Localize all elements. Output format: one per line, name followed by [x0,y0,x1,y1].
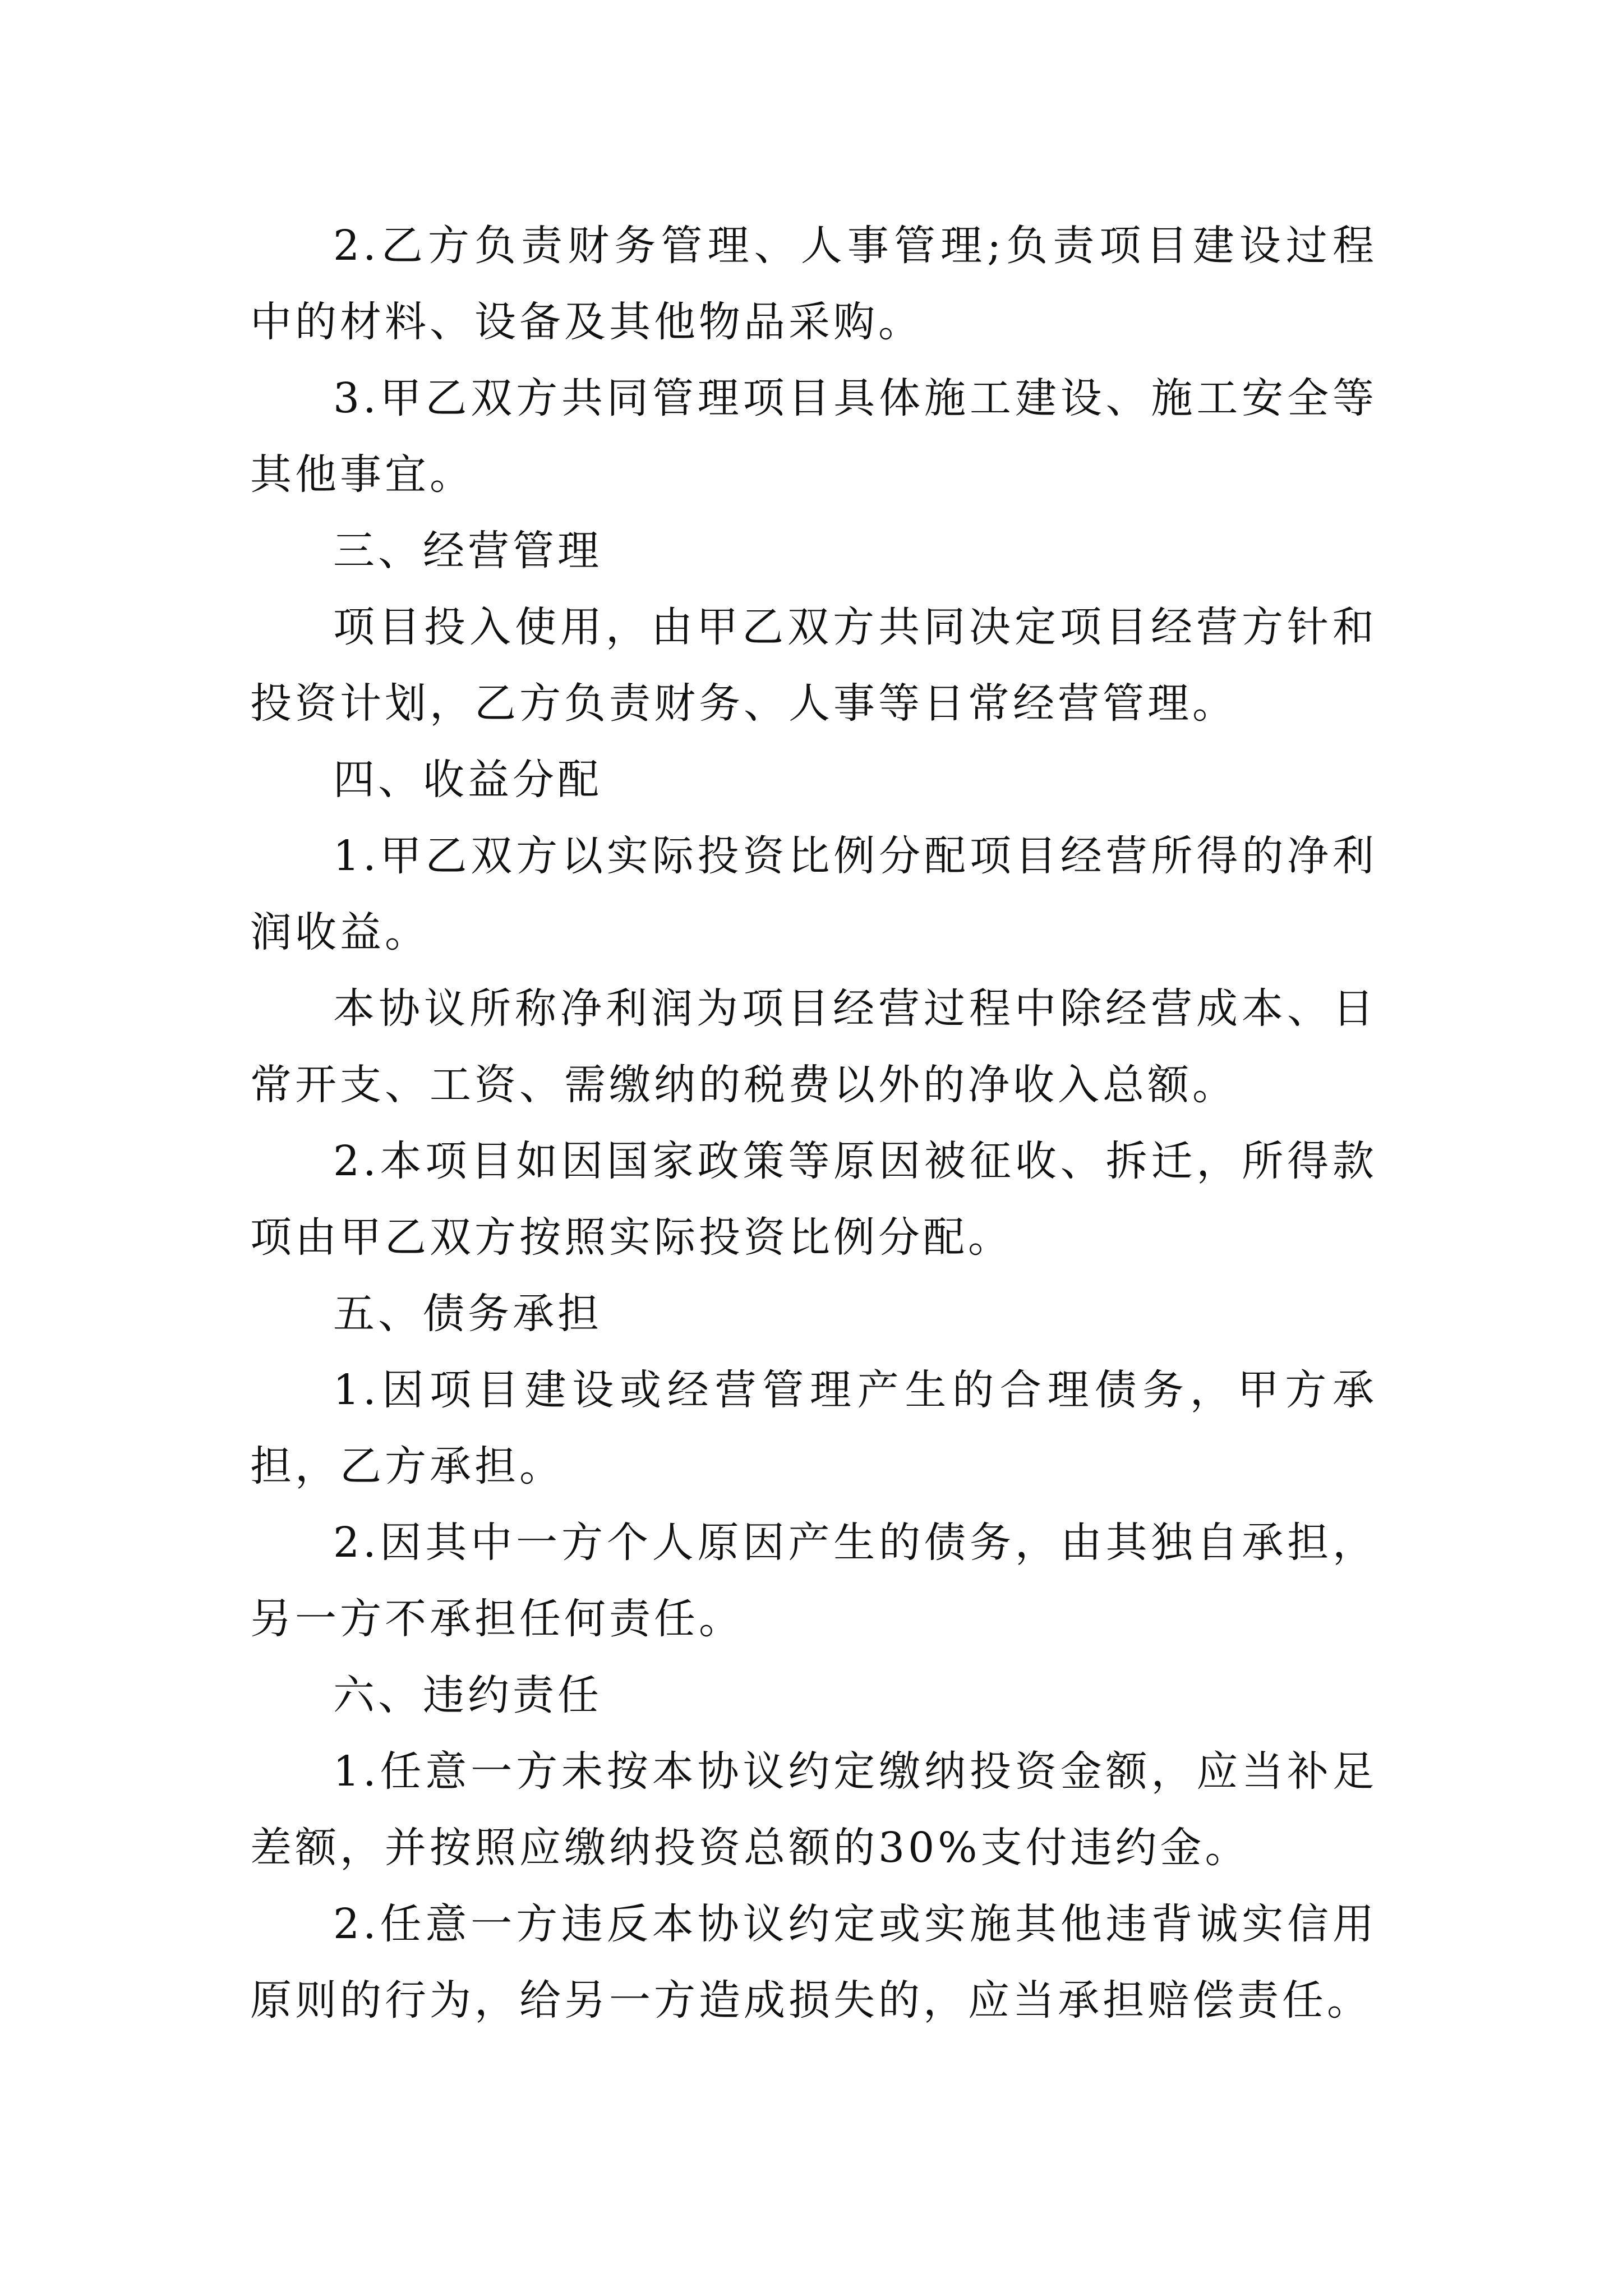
section-heading-6: 六、违约责任 [333,1671,602,1719]
clause-6-2: 2.任意一方违反本协议约定或实施其他违背诚实信用原则的行为，给另一方造成损失的，应当承担赔偿责任。 [250,1900,1377,2024]
section-heading-4: 四、收益分配 [333,756,602,804]
clause-4-definition: 本协议所称净利润为项目经营过程中除经营成本、日常开支、工资、需缴纳的税费以外的净收入总额。 [250,984,1377,1109]
clause-2-3: 3.甲乙双方共同管理项目具体施工建设、施工安全等其他事宜。 [250,374,1377,499]
clause-5-1: 1.因项目建设或经营管理产生的合理债务，甲方承担，乙方承担。 [250,1366,1377,1490]
clause-2-2: 2.乙方负责财务管理、人事管理;负责项目建设过程中的材料、设备及其他物品采购。 [250,222,1377,346]
clause-4-2: 2.本项目如因国家政策等原因被征收、拆迁，所得款项由甲乙双方按照实际投资比例分配。 [250,1137,1377,1262]
section-heading-5: 五、债务承担 [333,1290,602,1338]
clause-3-body: 项目投入使用，由甲乙双方共同决定项目经营方针和投资计划，乙方负责财务、人事等日常经营管理。 [250,603,1377,728]
document-body [250,208,1377,2039]
clause-5-2: 2.因其中一方个人原因产生的债务，由其独自承担，另一方不承担任何责任。 [250,1519,1377,1643]
section-heading-3: 三、经营管理 [333,527,602,575]
clause-4-1: 1.甲乙双方以实际投资比例分配项目经营所得的净利润收益。 [250,832,1377,956]
clause-6-1: 1.任意一方未按本协议约定缴纳投资金额，应当补足差额，并按照应缴纳投资总额的30%支付违约金。 [250,1747,1377,1872]
